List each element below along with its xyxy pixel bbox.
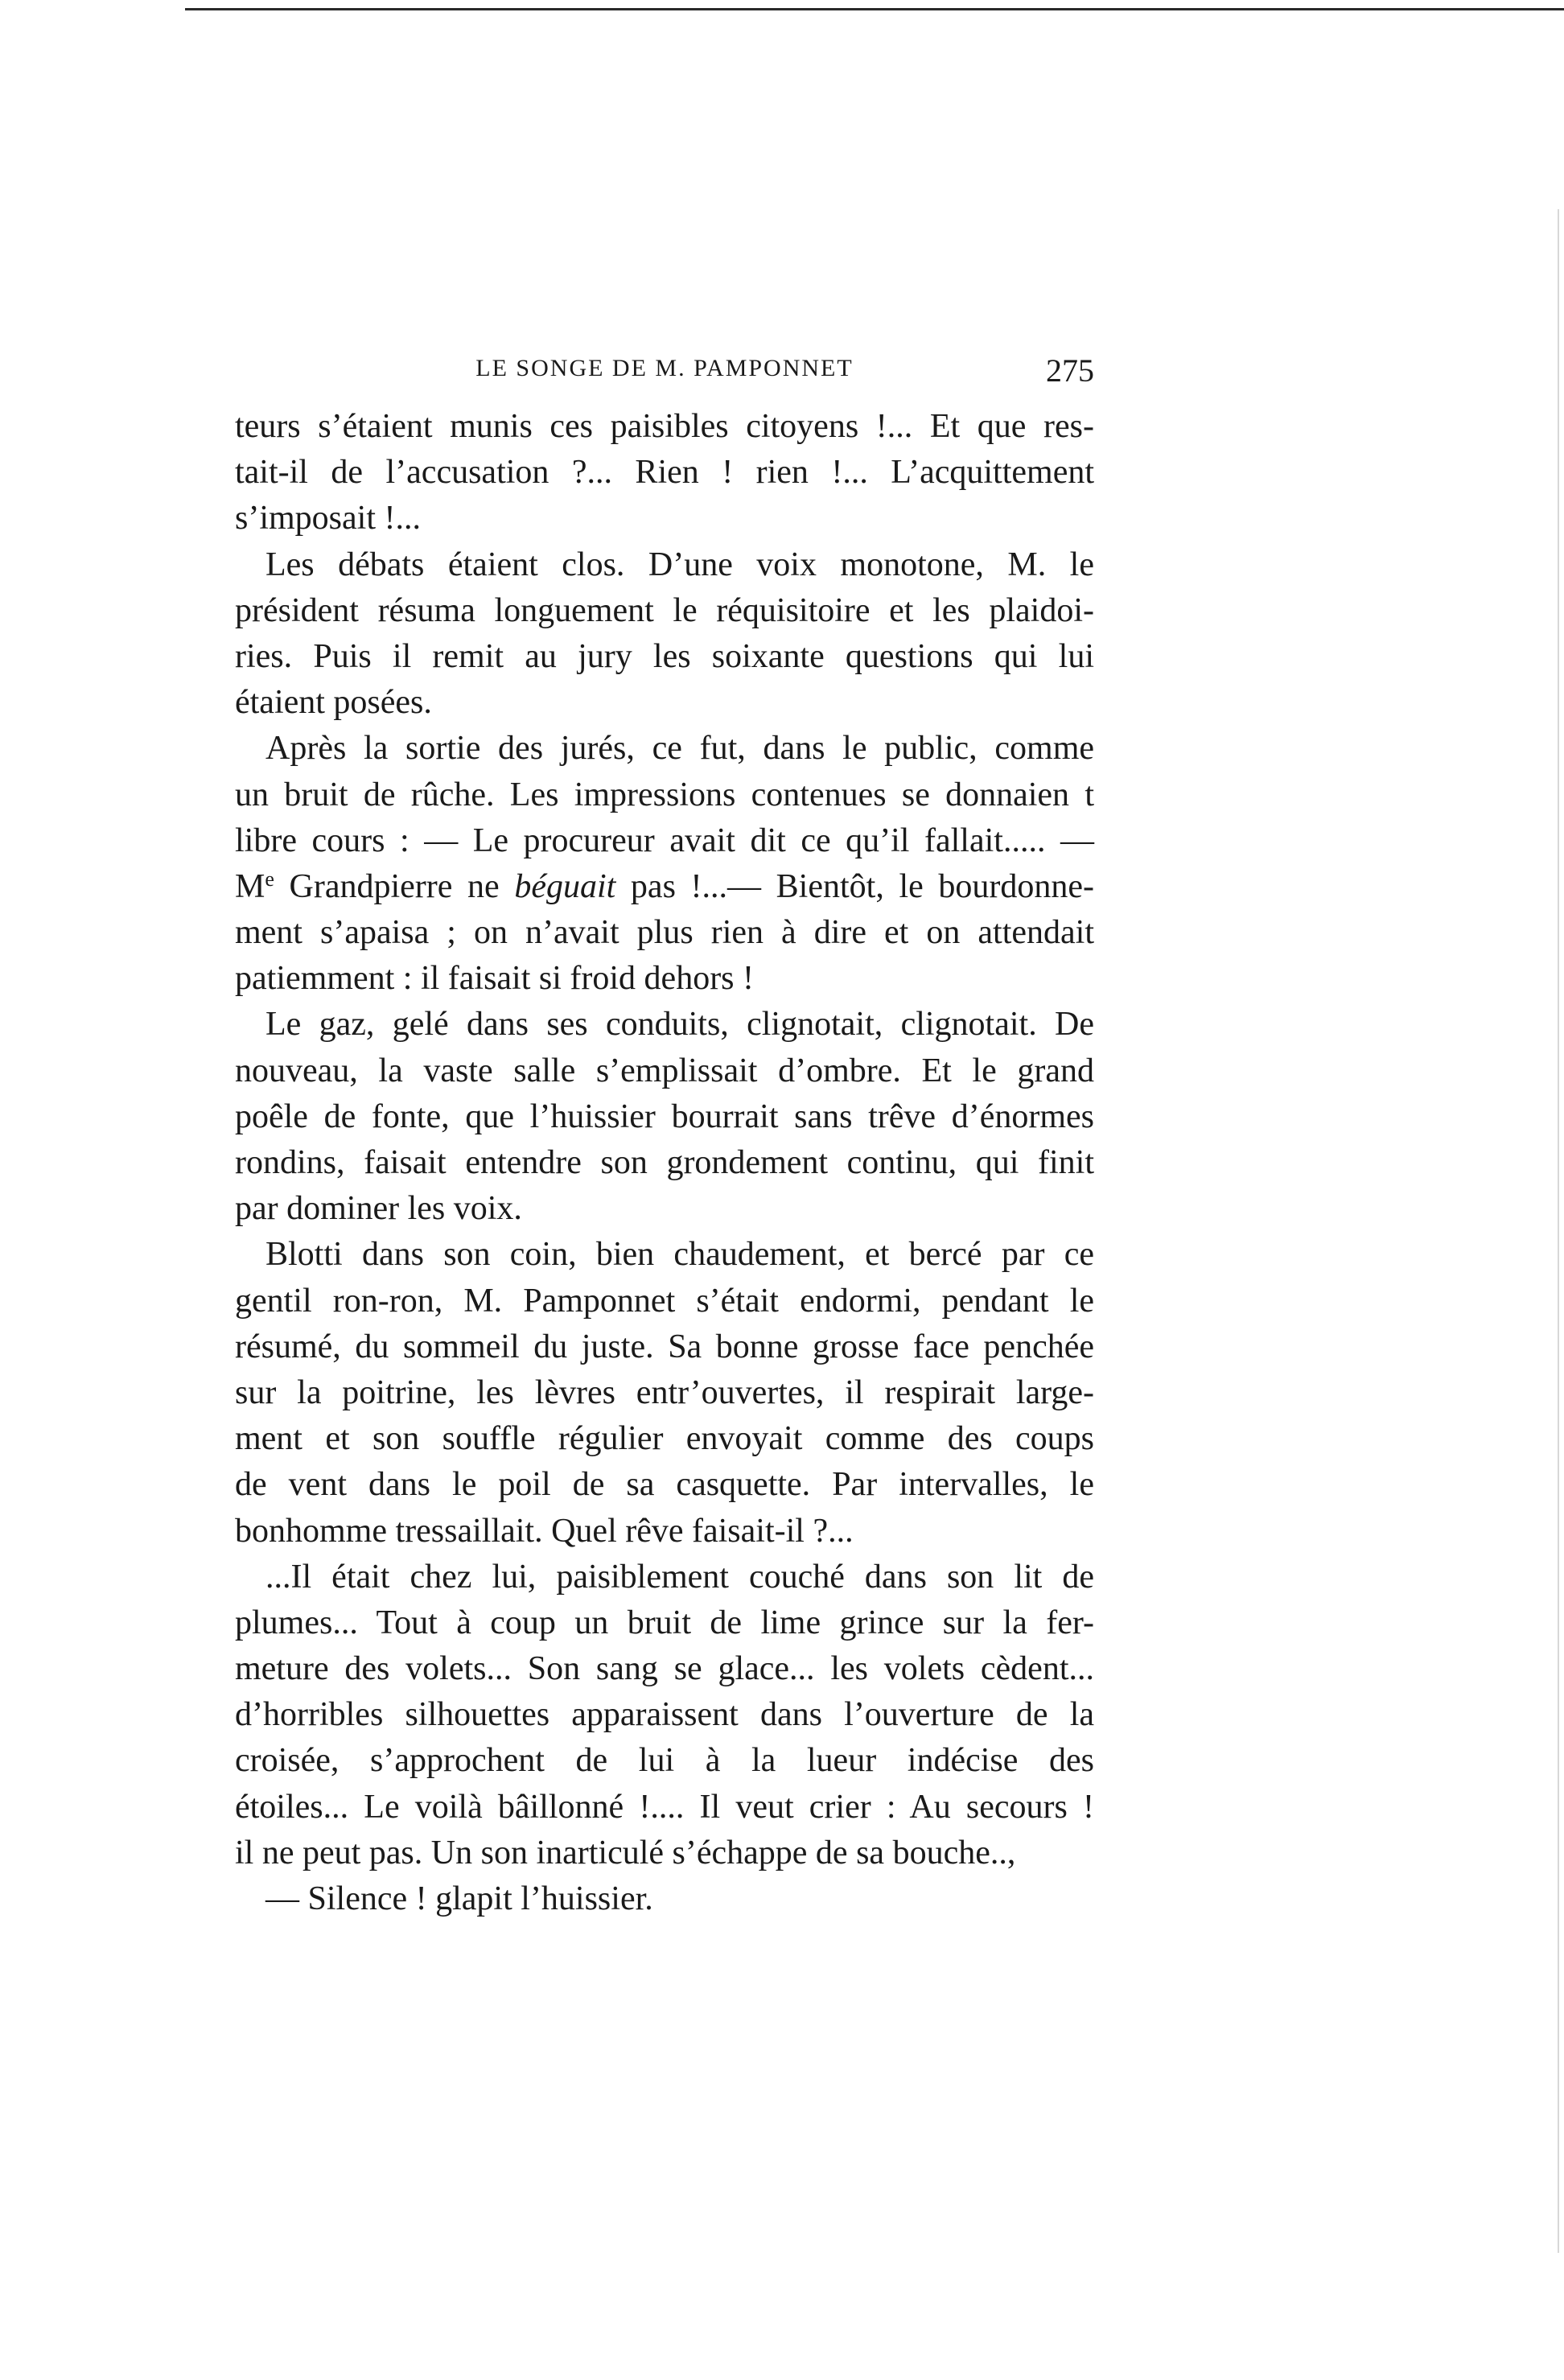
superscript: e [265, 867, 274, 891]
top-rule [185, 8, 1564, 10]
running-head [235, 352, 1094, 392]
page-edge [1558, 209, 1559, 2253]
paragraph-start: ...Il était chez lui, paisiblement couché dans son lit de [265, 1558, 1094, 1596]
text-line: meture des volets... Son sang se glace... les volets cèdent... [235, 1650, 1094, 1688]
text-span: pas !...— Bientôt, le bourdonne- [615, 867, 1094, 905]
text-span: M [235, 867, 265, 905]
text-line: par dominer les voix. [235, 1190, 522, 1228]
text-line: rondins, faisait entendre son grondement continu, qui finit [235, 1144, 1094, 1181]
text-line: libre cours : — Le procureur avait dit ce qu’il fallait..... — [235, 821, 1094, 859]
text-line: patiemment : il faisait si froid dehors ! [235, 960, 755, 998]
italic-word: béguait [514, 867, 616, 905]
text-line: poêle de fonte, que l’huissier bourrait sans trêve d’énormes [235, 1097, 1094, 1135]
text-line: plumes... Tout à coup un bruit de lime grince sur la fer- [235, 1604, 1094, 1641]
text-line: étoiles... Le voilà bâillonné !.... Il veut crier : Au secours ! [235, 1788, 1094, 1826]
page-number: 275 [1046, 352, 1094, 389]
text-line [235, 864, 1094, 910]
text-line: d’horribles silhouettes apparaissent dans l’ouverture de la [235, 1696, 1094, 1734]
text-line: ment s’apaisa ; on n’avait plus rien à dire et on attendait [235, 914, 1094, 952]
paragraph-start: Après la sortie des jurés, ce fut, dans le public, comme [265, 730, 1094, 768]
text-line: bonhomme tressaillait. Quel rêve faisait-il ?... [235, 1512, 854, 1550]
text-line: croisée, s’approchent de lui à la lueur indécise des [235, 1742, 1094, 1780]
body-text [235, 404, 1094, 1922]
text-line: teurs s’étaient munis ces paisibles citoyens !... Et que res- [235, 408, 1094, 445]
text-line: de vent dans le poil de sa casquette. Par intervalles, le [235, 1466, 1094, 1504]
paragraph-start: — Silence ! glapit l’huissier. [265, 1880, 653, 1917]
paragraph-start: Les débats étaient clos. D’une voix monotone, M. le [265, 546, 1094, 583]
text-line: ment et son souffle régulier envoyait comme des coups [235, 1420, 1094, 1458]
text-line: sur la poitrine, les lèvres entr’ouvertes, il respirait large- [235, 1373, 1094, 1411]
text-line: un bruit de rûche. Les impressions contenues se donnaien t [235, 776, 1094, 813]
text-span: Grandpierre ne [274, 867, 515, 905]
text-line: s’imposait !... [235, 500, 421, 537]
text-line: gentil ron-ron, M. Pamponnet s’était endormi, pendant le [235, 1282, 1094, 1320]
text-line: résumé, du sommeil du juste. Sa bonne grosse face penchée [235, 1328, 1094, 1365]
text-line: nouveau, la vaste salle s’emplissait d’ombre. Et le grand [235, 1052, 1094, 1089]
text-line: président résuma longuement le réquisitoire et les plaidoi- [235, 591, 1094, 629]
text-line: il ne peut pas. Un son inarticulé s’échappe de sa bouche.., [235, 1834, 1016, 1871]
running-title: LE SONGE DE M. PAMPONNET [475, 355, 854, 381]
paragraph-start: Blotti dans son coin, bien chaudement, et bercé par ce [265, 1236, 1094, 1274]
text-line: ries. Puis il remit au jury les soixante questions qui lui [235, 637, 1094, 675]
text-line: tait-il de l’accusation ?... Rien ! rien !... L’acquittement [235, 454, 1094, 492]
paragraph-start: Le gaz, gelé dans ses conduits, clignotait, clignotait. De [265, 1006, 1094, 1044]
text-line: étaient posées. [235, 684, 432, 722]
